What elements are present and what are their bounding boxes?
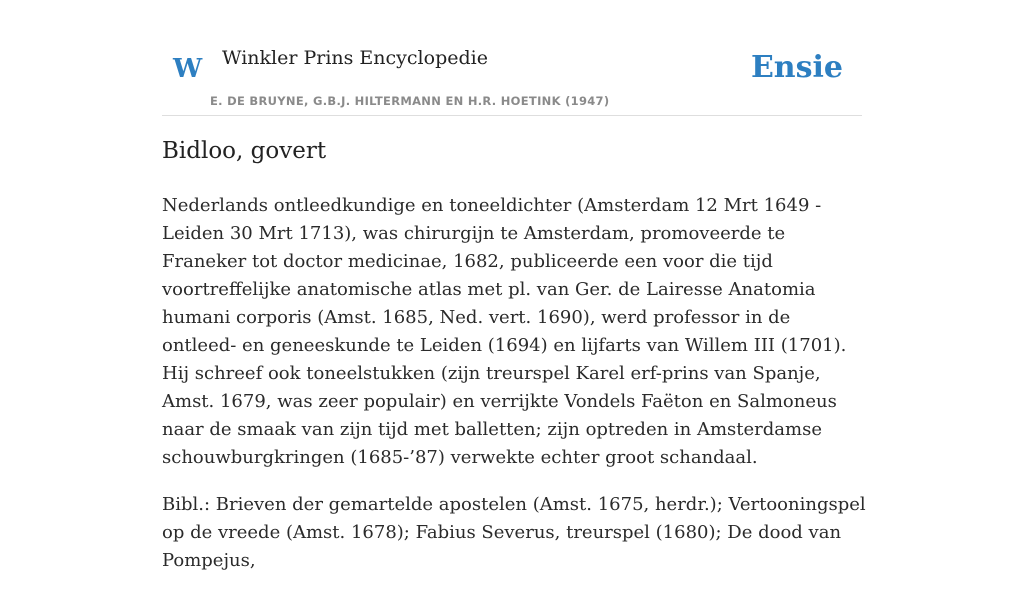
book-logo-icon[interactable]: W (173, 54, 203, 84)
site-header (162, 40, 862, 116)
book-authors: E. DE BRUYNE, G.B.J. HILTERMANN EN H.R. HOETINK (1947) (210, 94, 610, 108)
book-title[interactable]: Winkler Prins Encyclopedie (222, 47, 488, 69)
article-paragraph: Nederlands ontleedkundige en toneeldichter (Amsterdam 12 Mrt 1649 - Leiden 30 Mrt 1713), was chirurgijn te Amsterdam, promoveerde te Franeker tot doctor medicinae, 1682, publiceerde een voor die tijd voortreffelijke anatomische atlas met pl. van Ger. de Lairesse Anatomia humani corporis (Amst. 1685, Ned. vert. 1690), werd professor in de ontleed- en geneeskunde te Leiden (1694) en lijfarts van Willem III (1701). Hij schreef ook toneelstukken (zijn treurspel Karel erf-prins van Spanje, Amst. 1679, was zeer populair) en verrijkte Vondels Faëton en Salmoneus naar de smaak van zijn tijd met balletten; zijn optreden in Amsterdamse schouwburgkringen (1685-’87) verwekte echter groot schandaal. (162, 195, 847, 468)
ensie-logo[interactable]: Ensie (750, 50, 843, 85)
article-title: Bidloo, govert (162, 138, 327, 164)
article-bibliography: Bibl.: Brieven der gemartelde apostelen (Amst. 1675, herdr.); Vertooningspel op de vreede (Amst. 1678); Fabius Severus, treurspel (1680); De dood van Pompejus, (162, 494, 866, 571)
article-body (162, 192, 867, 594)
